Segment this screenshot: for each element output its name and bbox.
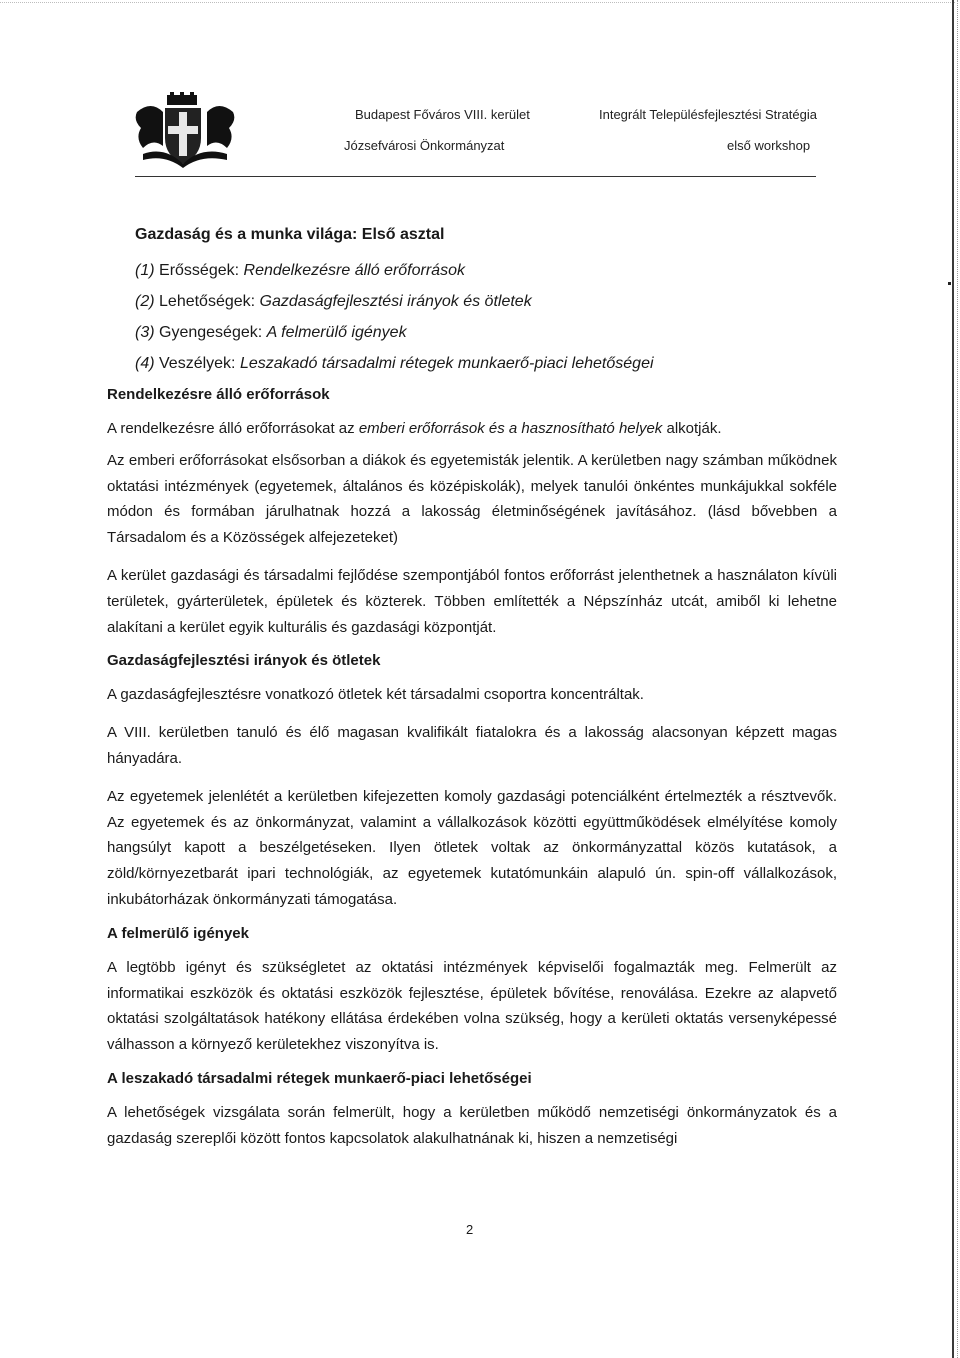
header-workshop: első workshop: [727, 138, 811, 153]
header-district: Budapest Főváros VIII. kerület: [355, 107, 530, 122]
section-heading-threats: A leszakadó társadalmi rétegek munkaerő-piaci lehetőségei: [107, 1069, 532, 1087]
topic-item: (4) Veszélyek: Leszakadó társadalmi rétegek munkaerő-piaci lehetőségei: [135, 355, 654, 372]
section-heading-development: Gazdaságfejlesztési irányok és ötletek: [107, 652, 381, 670]
scan-edge-right: [952, 0, 954, 1358]
page-number: 2: [466, 1222, 474, 1237]
coat-of-arms-icon: [135, 92, 235, 168]
header-strategy: Integrált Településfejlesztési Stratégia: [599, 107, 817, 122]
scan-edge-right-dotted: [957, 0, 958, 1358]
scan-edge-mark: [948, 282, 951, 285]
paragraph: Az egyetemek jelenlétét a kerületben kifejezetten komoly gazdasági potenciálként értelmezték a résztvevők. Az egyetemek és az önkormányzat, valamint a vállalkozások közötti együttműködések elmélyítése komoly hangsúlyt kapott a beszélgetéseken. Ilyen ötletek voltak az önkormányzattal közös kutatások, a zöld/környezetbarát ipari technológiák, az egyetemek kutatómunkáin alapuló ún. spin-off vállalkozások, inkubátorházak önkormányzati támogatása.: [107, 787, 837, 908]
paragraph: A rendelkezésre álló erőforrásokat az emberi erőforrások és a hasznosítható helyek alkotják.: [107, 420, 722, 437]
paragraph: A kerület gazdasági és társadalmi fejlődése szempontjából fontos erőforrást jelenthetnek a használaton kívüli területek, gyárterületek, épületek és közterek. Többen említették a Népszínház utcát, amiből ki lehetne alakítani a kerület egyik kulturális és gazdasági központját.: [107, 566, 837, 636]
page-title: Gazdaság és a munka világa: Első asztal: [135, 226, 445, 243]
scan-edge-top: [0, 2, 955, 3]
paragraph: A VIII. kerületben tanuló és élő magasan kvalifikált fiatalokra és a lakosság alacsonyan képzett magas hányadára.: [107, 724, 837, 767]
paragraph: A lehetőségek vizsgálata során felmerült, hogy a kerületben működő nemzetiségi önkormányzatok és a gazdaság szereplői között fontos kapcsolatok alakulhatnának ki, hiszen a nemzetiségi: [107, 1103, 837, 1147]
paragraph: A gazdaságfejlesztésre vonatkozó ötletek két társadalmi csoportra koncentráltak.: [107, 686, 644, 704]
topic-item: (2) Lehetőségek: Gazdaságfejlesztési irányok és ötletek: [135, 293, 532, 310]
header-rule: [135, 176, 816, 177]
paragraph: A legtöbb igényt és szükségletet az oktatási intézmények képviselői fogalmazták meg. Felmerült az informatikai eszközök és oktatási eszközök fejlesztése, épületek bővítése, renoválása. Ezekre az alapvető oktatási szolgáltatások hatékony ellátása érdekében volna szükség, hogy a kerületi oktatás versenyképessé válhasson a környező kerületekhez viszonyítva is.: [107, 958, 837, 1054]
header-municipality: Józsefvárosi Önkormányzat: [344, 138, 505, 153]
topic-item: (3) Gyengeségek: A felmerülő igények: [135, 324, 407, 341]
topic-item: (1) Erősségek: Rendelkezésre álló erőforrások: [135, 262, 465, 279]
page-header: [135, 92, 815, 177]
paragraph: Az emberi erőforrásokat elsősorban a diákok és egyetemisták jelentik. A kerületben nagy számban működnek oktatási intézmények (egyetemek, általános és középiskolák), melyek tanulói önkéntes munkájukkal sokféle módon és formában járulhatnak hozzá a lakosság életminőségének javításához. (lásd bővebben a Társadalom és a Közösségek alfejezeteket): [107, 451, 837, 547]
section-heading-needs: A felmerülő igények: [107, 924, 249, 942]
section-heading-resources: Rendelkezésre álló erőforrások: [107, 386, 330, 403]
document-body: [107, 226, 837, 1164]
